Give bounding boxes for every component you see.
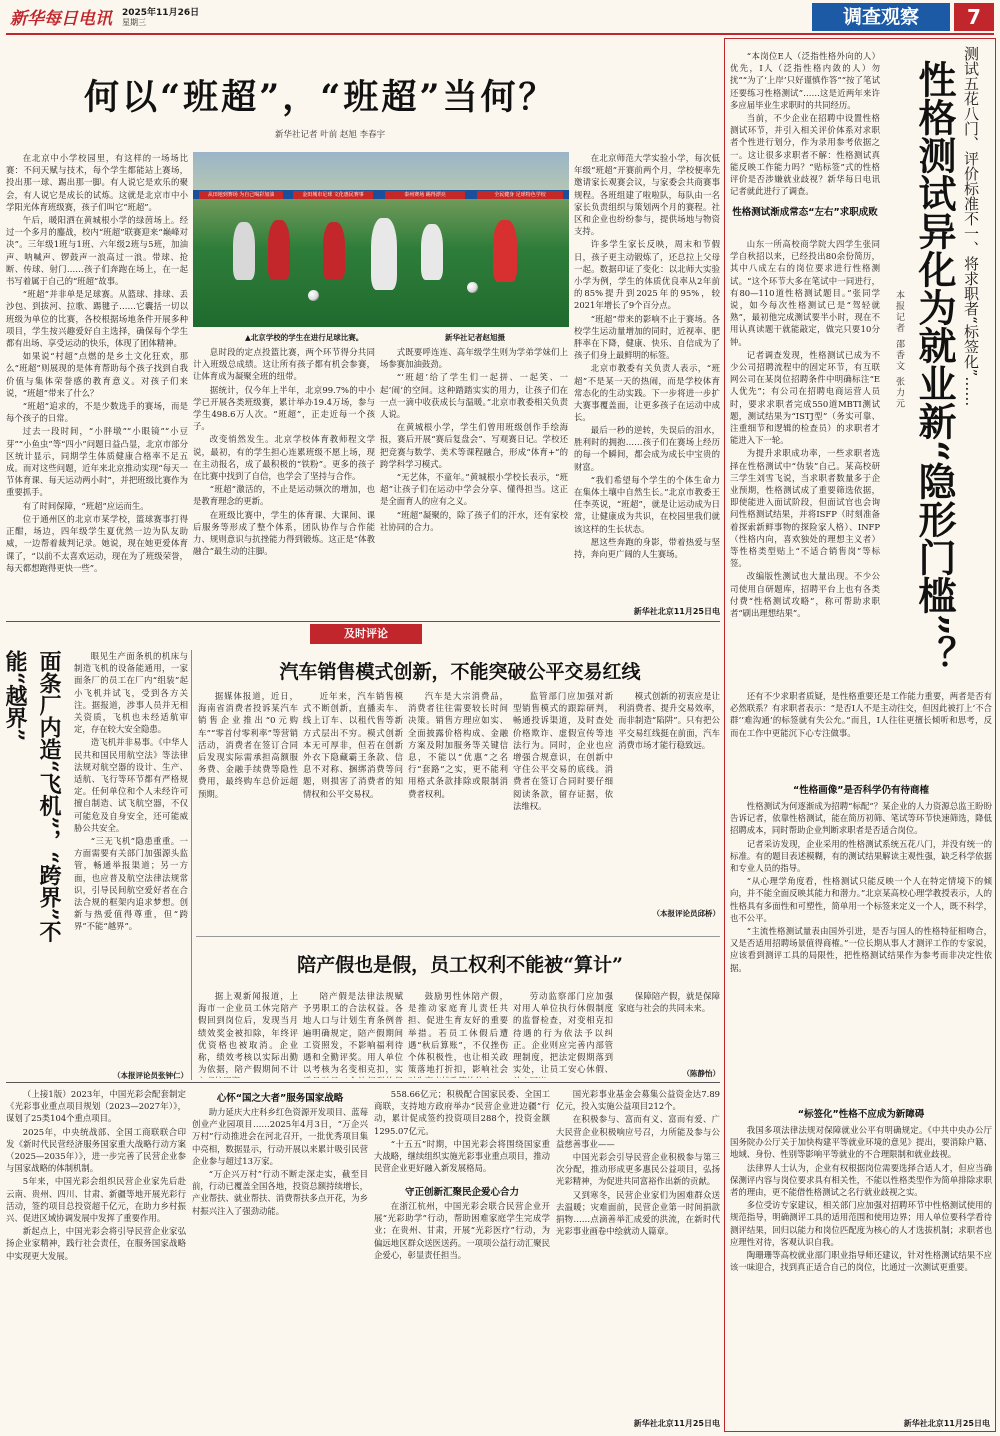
right-subhead-2: “性格画像”是否科学仍有待商榷 (793, 785, 929, 796)
right-article-dateline: 新华社北京11月25日电 (903, 1419, 990, 1428)
header-rule (6, 33, 994, 35)
main-article-title: 何以“班超”，“班超”当何？ (84, 77, 557, 118)
right-sec1: 山东一所高校商学院大四学生张同学自秋招以来，已经投出80余份简历，其中八成左右的岗位要求进行性格测试。“这个环节大多在笔试中一同进行，有80—110道性格测试题目。”张同学说，如今每次性格测试已是“驾轻就熟”，最初他完成测试要半小时，现在不用认真读题干就能敲定，做完只要10分钟。 记者调查发现，性格测试已成为不少公司招聘流程中的固定环节，有互联网公司在某岗位招聘条件中明确标注“E人优先”；有公司在招聘电商运营人员时，要求求职者完成550道MBTI测试题，测试结果为“ISTJ型”（务实可靠、注重细节和逻辑的检查员）的求职者才能进入下一轮。 为提升求职成功率，一些求职者选择在性格测试中“伪装”自己。某高校研三学生刘雪飞说，当求职者数量多于企业预期，性格测试成了重要筛选依据，即使能进入面试阶段，但面试官也会询问性格测试结果，并将ISFP（时刻准备着探索新鲜事物的探险家人格）、INFP（性格内向，喜欢独处的理想主义者）等性格类型贴上“不适合销售岗”等标签。 改编版性测试也大量出现。不少公司使用自研题库，招聘平台上也有各类付费“性格测试攻略”，称可帮助求职者“刷出理想结果”。 (730, 239, 880, 619)
column-rule (191, 650, 192, 1080)
commentary-2-title: 陪产假也是假，员工权利不能被“算计” (297, 954, 623, 976)
page-number: 7 (954, 3, 994, 31)
bottom-col3: 558.66亿元；积极配合国家民委、全国工商联，支持地方政府举办“民营企业进边疆”行动，累计促成签约投资项目288个，投资金额1295.07亿元。 “十五五”时期，中国光彩会将围绕国家重大战略，继续组织实施光彩事业重点项目，推动民营企业更好融入新发展格局。 (374, 1089, 550, 1174)
bottom-col2: 助力延庆大庄科乡红色资源开发项目、蓝莓创业产业园项目……2025年4月3日，“万企兴万村”行动推进会在河北召开，一批优秀项目集中亮相，数据显示，行动开展以来累计吸引民营企业参与超过13万家。 “万企兴万村”行动不断走深走实，截至目前，行动已覆盖全国各地，投资总额持续增长，产业帮扶、就业帮扶、消费帮扶多点开花，为乡村振兴注入了强劲动能。 (192, 1107, 368, 1216)
main-article-col2: 息时段的定点投篮比赛，两个环节得分共同计入班级总成绩。这让所有孩子都有机会参赛，让体育成为凝聚全班的纽带。 据统计，仅今年上半年，北京99.7%的中小学已开展各类班级赛，累计举办19.4万场，参与学生498.6万人次。“班超”，正走近每一个孩子。 改变悄然发生。北京学校体育教师程文学说，最初，有的学生担心连累班级不愿上场，现在主动报名，成了最积极的“铁粉”。更多的孩子在比赛中找到了自信，也学会了坚持与合作。 “班超”激活的，不止是运动频次的增加，也是教育理念的更新。 在班级比赛中，学生的体育课、大课间、课后服务等形成了整个体系，团队协作与合作能力、规则意识与抗挫能力得到锻炼。这正是“体教融合”最生动的注脚。 (193, 347, 375, 557)
right-sec2: 性格测试为何逐渐成为招聘“标配”？某企业的人力资源总监王盼盼告诉记者，依靠性格测试，能在简历初筛、笔试等环节快速筛选，降低招聘成本，同时帮助企业判断求职者是否适合岗位。 记者采访发现，企业采用的性格测试系统五花八门，并没有统一的标准。有的题目表述模糊，有的测试结果解读主观性强，缺乏科学依据和专业人员的指导。 “从心理学角度看，性格测试只能反映一个人在特定情境下的倾向，并不能全面反映其能力和潜力。”北京某高校心理学教授表示，人的性格具有多面性和可塑性，简单用一个标签来定义一个人，既不科学，也不公平。 “主流性格测试量表由国外引进，是否与国人的性格特征相吻合，又是否适用招聘场景值得商榷。”一位长期从事人才测评工作的专家说，应该看到测评工具的局限性，把性格测试结果作为参考而非决定性依据。 (730, 801, 992, 973)
commentary-1-col1: 据媒体报道，近日，海南省消费者投诉某汽车销售企业推出“0元购车”“零首付零利率”等营销活动，消费者在签订合同后发现实际需承担高额服务费、金融手续费等隐性费用，最终购车总价远超预期。 (198, 691, 298, 799)
photo-banner-4: 全民健身 足球特色学校 (477, 191, 563, 199)
main-article-col1: 在北京中小学校园里，有这样的一场场比赛：不问天赋与技术，每个学生都能站上赛场，投出那一球、踢出那一脚。有人说它是欢乐的聚会，有人说它是成长的试炼。这就是北京市中小学阳光体育班级赛，孩子们叫它“班超”。 午后，暖阳洒在黄城根小学的绿茵场上。经过一个多月的鏖战，校内“班超”联赛迎来“巅峰对决”。三年级1班与1班、六年级2班与5班，加油声、呐喊声、锣鼓声一浪高过一浪。带球、抢断、传球、射门……孩子们奔跑在场上，在一起书写着属于自己的“班超”故事。 “班超”并非单是足球赛。从篮球、排球、丢沙包、到拔河、拉歌、踢毽子……它囊括一切以班级为单位的比赛，各校根据场地条件开展多种项目，学生按兴趣爱好自主选择，确保每个学生都有出场、享受运动的快乐，体现了团体精神。 如果说“村超”点燃的是乡土文化狂欢，那么“班超”则展现的是体育帮助每个孩子找到自我价值与集体荣誉感的教育意义。对孩子们来说，“班超”带来了什么？ “班超”追求的，不是少数选手的赛场，而是每个孩子的日常。 过去一段时间，“小胖墩”“小眼镜”“小豆芽”“小鱼虫”等“四小”问题日益凸显，北京市部分区统计显示，同期学生体质健康合格率不足五成。而对这些问题，近年来北京推动实现“每天一节体育课、每天运动两小时”，并把班级比赛作为重要抓手。 有了时间保障，“班超”应运而生。 位于通州区的北京市某学校，篮球赛事打得正酣，场边，四年级学生夏优然一边为队友助威，一边帮着裁判记录。她说，现在她更爱体育课了，“以前不太喜欢运动，现在为了班级荣誉，每天都想跑得更快一些”。 (6, 153, 188, 573)
bottom-col1: （上接1版）2023年，中国光彩会配套制定《光彩事业重点项目规划（2023—2027年）》，谋划了25类104个重点项目。 2025年，中央统战部、全国工商联联合印发《新时代民营经济服务国家重大战略行动方案（2025—2035年）》，进一步完善了民营企业参与国家战略的体制机制。 5年来，中国光彩会组织民营企业家先后赴云南、贵州、四川、甘肃、新疆等地开展光彩行活动，签约项目总投资超千亿元，在助力乡村振兴、促进区域协调发展中发挥了重要作用。 新起点上，中国光彩会将引导民营企业家弘扬企业家精神，践行社会责任，在服务国家战略中实现更大发展。 (6, 1089, 186, 1261)
player-figure (233, 222, 255, 280)
photo-credit: 新华社记者赵旭摄 (445, 333, 505, 342)
right-subhead-3: “标签化”性格不应成为新障碍 (797, 1109, 925, 1120)
photo-banner-3: 泰州赛场 踢得漂亮 (385, 191, 465, 199)
commentary-2-col2: 陪产假是法律法规赋予男职工的合法权益。各地人口与计划生育条例普遍明确规定，陪产假期间工资照发，不影响福利待遇和全勤评奖。用人单位以考核为名变相克扣，实 (303, 991, 403, 1075)
commentary-2-col5: 保障陪产假，就是保障家庭与社会的共同未来。 (618, 991, 720, 1014)
bottom-subhead-1: 心怀“国之大者”服务国家战略 (216, 1093, 344, 1104)
section-divider (6, 1082, 720, 1083)
football-photo (193, 152, 569, 327)
right-sec3: 我国多项法律法规对保障就业公平有明确规定。《中共中央办公厅 国务院办公厅关于加快构建平等就业环境的意见》提出，要消除户籍、地域、身份、性别等影响平等就业的不合理限制和就业歧视。 法律界人士认为，企业有权根据岗位需要选择合适人才，但应当确保测评内容与岗位要求具有相关性，不能以性格类型作为简单排除求职者的理由，更不能借性格测试之名行就业歧视之实。 多位受访专家建议，相关部门应加强对招聘环节中性格测试使用的规范指导，明确测评工具的适用范围和使用边界；用人单位要科学看待测评结果，回归以能力和岗位匹配度为核心的人才选拔机制；求职者也应理性对待，客观认识自我。 陶珊珊等高校就业部门职业指导师还建议，针对性格测试结果不应该一味迎合，找到真正适合自己的岗位，比通过一次测试更重要。 (730, 1125, 992, 1273)
soccer-ball-icon (467, 282, 478, 293)
right-intro: “本岗位E人（泛指性格外向的人）优先，I人（泛指性格内敛的人）勿扰”“为了‘上岸’只好谨慎作答”“按了笔试还要练习性格测试”……这是近两年来许多应届毕业生求职时的共同经历。 当前，不少企业在招聘中设置性格测试环节，并引入相关评价体系对求职者个性进行划分，作为录用参考依据之一。这让很多求职者不解：性格测试真能反映工作能力吗？“贴标签”式的性格评价是否涉嫌就业歧视？新华每日电讯记者就此进行了调查。 (730, 51, 880, 197)
player-figure (493, 220, 517, 282)
commentary-1-col5: 模式创新的初衷应是让利消费者、提升交易效率，而非制造“陷阱”。只有把公平交易红线挺在前面，汽车消费市场才能行稳致远。 (618, 691, 720, 750)
commentary-2-byline: （陈静怡） (682, 1069, 720, 1078)
soccer-ball-icon (308, 290, 319, 301)
section-title: 调查观察 (812, 3, 950, 31)
issue-date: 2025年11月26日 (122, 8, 200, 18)
commentary-2-col1: 据上观新闻报道，上海市一企业员工休完陪产假回到岗位后，发现当月绩效奖金被扣除，年终评优资格也被取消。企业称，绩效考核以实际出勤为依据，陪产假期间不计 (198, 991, 298, 1075)
commentary-2-col3: 鼓励男性休陪产假，是推动家庭育儿责任共担、促进生育友好的重要举措。若员工休假后遭遇“秋后算账”，不仅挫伤个体积极性，也让相关政策落地打折扣，影响社会 (408, 991, 508, 1075)
main-article-dateline: 新华社北京11月25日电 (633, 607, 720, 616)
commentary-1-col2: 近年来，汽车销售模式不断创新，直播卖车、线上订车、以租代售等新方式层出不穷。模式创新本无可厚非，但若在创新外衣下隐藏霸王条款、信息不对称、捆绑消费等问题，则损害了消费者的知情权和公平交易权。 (303, 691, 403, 799)
commentary-2-col4: 劳动监察部门应加强对用人单位执行休假制度的监督检查，对变相克扣待遇的行为依法予以纠正。企业则应完善内部管理制度，把法定假期落到实处，让员工安心休假、 (513, 991, 613, 1075)
player-figure (323, 222, 345, 280)
commentary-1-col4: 监管部门应加强对新型销售模式的跟踪研判，畅通投诉渠道，及时查处价格欺诈、虚假宣传等违法行为。同时，企业也应增强合规意识，在创新中守住公平交易的底线。消费者在签订合同时要仔细阅读条款，留存证据，依法维权。 (513, 691, 613, 811)
photo-banner-1: 从田地到赛场 为自己喝彩加油 (199, 191, 283, 199)
player-figure (371, 218, 397, 290)
side-commentary-byline: （本报评论员张钟仁） (113, 1071, 188, 1080)
photo-caption: ▲北京学校的学生在进行足球比赛。 (245, 333, 364, 342)
commentary-1-title: 汽车销售模式创新，不能突破公平交易红线 (279, 661, 641, 683)
bottom-dateline: 新华社北京11月25日电 (633, 1419, 720, 1428)
section-divider (6, 621, 720, 622)
commentary-tag: 及时评论 (310, 624, 422, 644)
player-figure (268, 220, 290, 280)
bottom-subhead-2: 守正创新汇聚民企爱心合力 (404, 1187, 519, 1198)
right-sec2-intro: 还有不少求职者质疑，是性格重要还是工作能力重要，两者是否有必然联系？有求职者表示：“是否I人不是主动往交，但因此被打上‘不合群’‘难沟通’的标签就有失公允。”而且，I人往往更擅长倾听和思考，反而在工作中更能沉下心专注做事。 (730, 691, 992, 738)
main-article-col5: 最后一秒的逆转，失误后的泪水，胜利时的拥抱……孩子们在赛场上经历的每一个瞬间，都会成为成长中宝贵的财富。 “我们希望每个学生的个体生命力在集体土壤中自然生长。”北京市教委王任李英说，“班超”，就是让运动成为日常，让健康成为共识，在校园里我们就该这样的生长状态。 愿这些奔跑的身影，带着热爱与坚持，奔向更广阔的人生赛场。 (574, 425, 720, 560)
commentary-1-byline: （本报评论员邱桥） (652, 909, 720, 918)
right-article-byline: 本报记者 邵香文 张力元 (894, 290, 904, 410)
player-figure (421, 224, 443, 280)
right-article-kicker: 测试五花八门、评价标准不一、将求职者“标签化”…… (962, 46, 980, 407)
main-article-col4: 在北京师范大学实验小学，每次低年级“班超”开赛前两个月，学校便率先邀请家长观赛会议，与家委会共商赛事规程。各班组建了啦啦队，每队由一名家长负责组织与策划两个月的赛程。社区和企业也纷纷参与，提供场地与物资支持。 许多学生家长反映，周末和节假日，孩子更主动锻炼了，还总拉上父母一起。数据印证了变化：以北师大实验小学为例，学生的体质优良率从2年前的85%提升到2025年的95%，较2021年增长了9个百分点。 “班超”带来的影响不止于赛场。各校学生运动量增加的同时，近视率、肥胖率在下降，健康、快乐、自信成为了孩子们身上最鲜明的标签。 北京市教委有关负责人表示，“班超”不是某一天的热闹，而是学校体育常态化的生动实践。下一步将进一步扩大赛事覆盖面，让更多孩子在运动中成长。 (574, 153, 720, 422)
right-article-title: 性格测试异化为就业新“隐形门槛”？ (912, 60, 957, 674)
side-commentary-text: 眼见生产面条机的机床与制造飞机的设备能通用，一家面条厂的员工在厂内“组装”起小飞机并试飞，受到各方关注。据报道，涉事人员并无相关资质，飞机也未经适航审定，存在较大安全隐患。 造飞机并非易事。《中华人民共和国民用航空法》等法律法规对航空器的设计、生产、适航、飞行等环节都有严格规定。任何单位和个人未经许可擅自制造、试飞航空器，不仅可能危及自身安全，还可能威胁公共安全。 “三无飞机”隐患重重。一方面需要有关部门加强源头监管，畅通举报渠道；另一方面，也应普及航空法律法规常识，引导民间航空爱好者在合法合规的框架内追求梦想。创新与热爱值得尊重，但“跨界”不能“越界”。 (74, 651, 188, 932)
issue-weekday: 星期三 (122, 18, 146, 27)
newspaper-logo: 新华每日电讯 (10, 9, 112, 29)
main-article-col3: 式既要呼连连、高年级学生则为学弟学妹们上场参赛加油鼓劲。 “‘班超’给了学生们一起拼、一起笑、一起‘闹’的空间。这种踏踏实实的用力，让孩子们在一点一滴中收获成长与温暖。”北京市教委相关负责人说。 在黄城根小学，学生们曾用班级创作手绘海报，赛后开展“赛后复盘会”、写观赛日记。学校还把竞赛与数学、美术等课程融合，形成“体育+”的跨学科学习模式。 “无艺体，不童年。”黄城根小学校长表示，“班超”让孩子们在运动中学会分享、懂得担当。这正是全面育人的应有之义。 “班超”凝聚的，除了孩子们的汗水，还有家校社协同的合力。 (380, 347, 568, 532)
main-article-byline: 新华社记者 叶前 赵旭 李春宇 (275, 130, 386, 140)
bottom-col3b: 在浙江杭州，中国光彩会联合民营企业开展“光彩助学”行动，帮助困难家庭学生完成学业；在贵州、甘肃，开展“光彩医疗”行动，为偏远地区群众送医送药。一项项公益行动汇聚民企爱心，彰显责任担当。 (374, 1201, 550, 1260)
commentary-1-col3: 汽车是大宗消费品，消费者往往需要较长时间决策。销售方理应如实、全面披露价格构成、金融方案及附加服务等关键信息，不能以“优惠”之名行“套路”之实，更不能利用格式条款排除或限制消费者权利。 (408, 691, 508, 799)
right-subhead-1: 性格测试渐成常态“左右”求职成败 (732, 207, 878, 218)
photo-banner-2: 金田城市足球 文化惠民赛事 (293, 191, 373, 199)
side-commentary-title: 面条厂内造“飞机”，“跨界”不能“越界” (2, 650, 62, 943)
bottom-col4: 国光彩事业基金会募集公益资金达7.89亿元，投入实施公益项目212个。 在积极参与、富而有义、富而有爱、广大民营企业积极响应号召，力所能及参与公益慈善事业—— 中国光彩会引导民营企业积极参与第三次分配，推动形成更多惠民公益项目，弘扬光彩精神，为促进共同富裕作出新的贡献。 又到寒冬，民营企业家们为困难群众送去温暖；灾难面前，民营企业第一时间捐款捐物……点滴善举汇成爱的洪流，在新时代光彩事业画卷中绘就动人篇章。 (556, 1089, 720, 1237)
commentary-divider (196, 936, 720, 937)
